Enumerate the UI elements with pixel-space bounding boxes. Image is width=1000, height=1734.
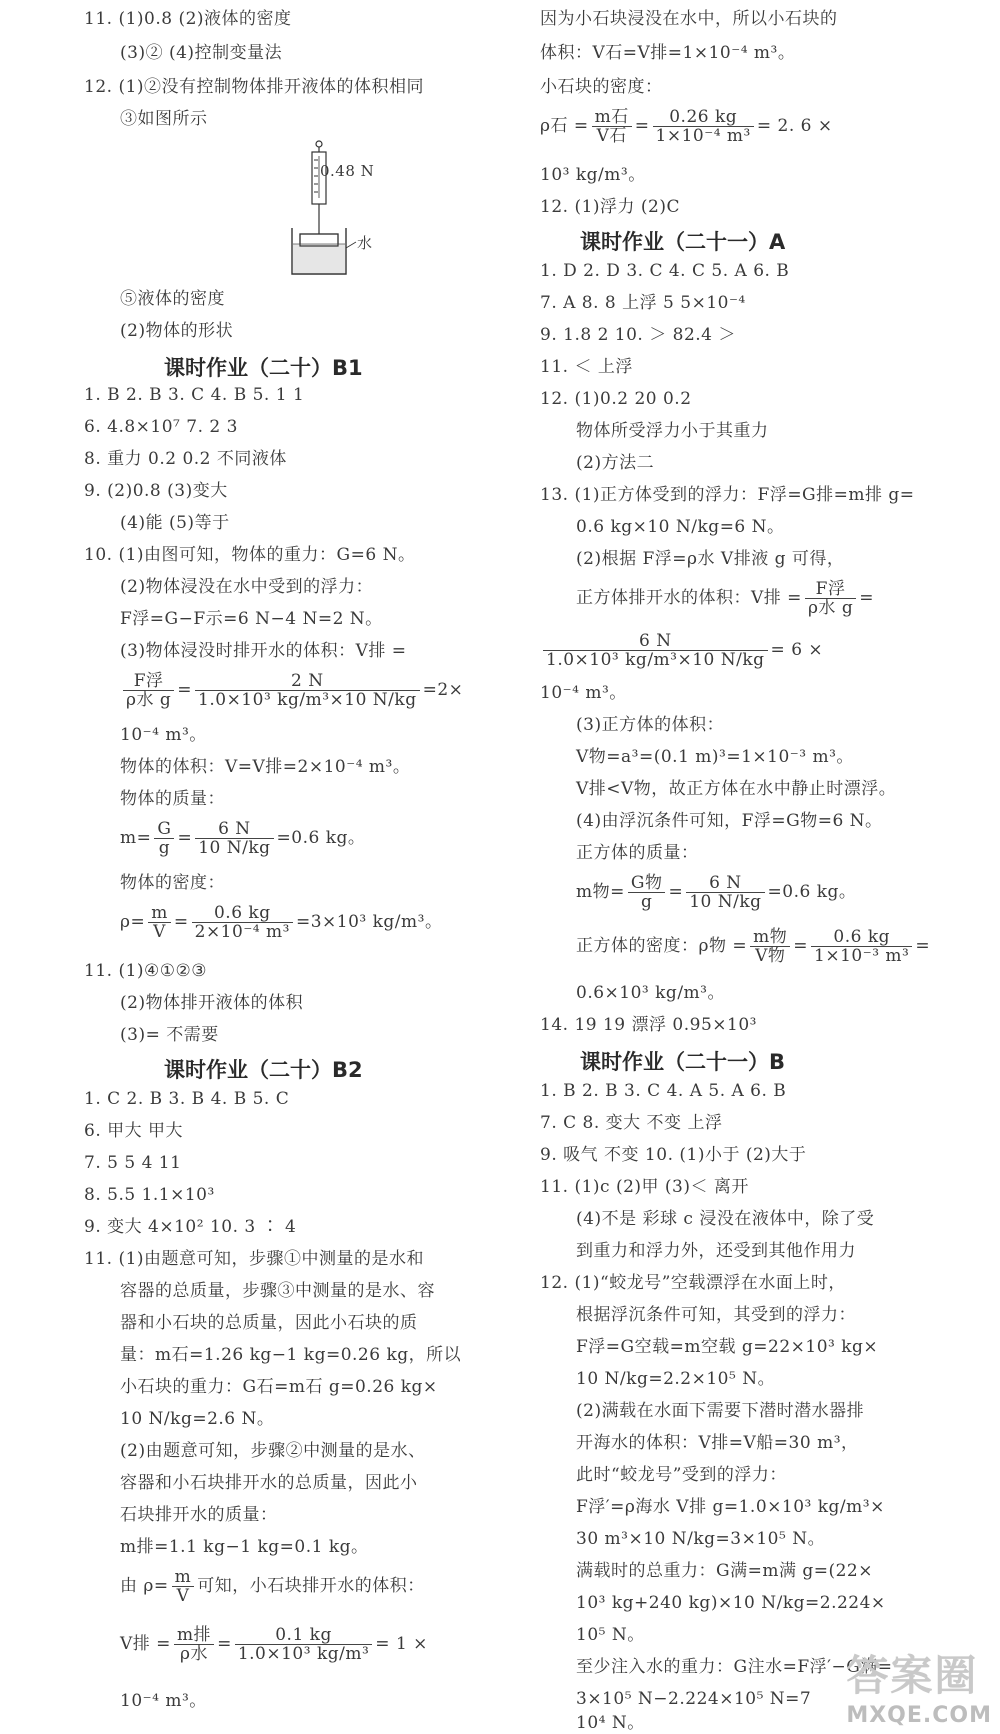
answer-line: 1. C 2. B 3. B 4. B 5. C (84, 1089, 290, 1109)
answer-line: (3)② (4)控制变量法 (120, 43, 283, 63)
formula-line: 由 ρ= $\frac{m}{V}$ 可知，小石块排开水的体积： (120, 1567, 425, 1606)
answer-line: 量：m石=1.26 kg−1 kg=0.26 kg，所以 (120, 1345, 462, 1365)
answer-line: (2)满载在水面下需要下潜时潜水器排 (576, 1401, 865, 1421)
answer-line: F浮=G−F示=6 N−4 N=2 N。 (120, 609, 383, 629)
fraction: $\frac{6 N}{10 N/kg}$ (195, 820, 273, 857)
answer-line: 13. (1)正方体受到的浮力：F浮=G排=m排 g= (540, 485, 915, 505)
fraction: $\frac{\text{m排}}{\text{ρ水}}$ (174, 1626, 214, 1663)
answer-line: 根据浮沉条件可知，其受到的浮力： (576, 1305, 856, 1325)
formula-line: m= $\frac{G}{g}$ = $\frac{6 N}{10 N/kg}$ =0.6 kg。 (120, 819, 366, 858)
answer-line: 11. (1)④①②③ (84, 961, 207, 981)
answer-line: 物体的质量： (120, 789, 225, 809)
answer-line: 12. (1)“蛟龙号”空载漂浮在水面上时， (540, 1273, 846, 1293)
answer-line: 6. 甲大 甲大 (84, 1121, 184, 1141)
answer-line: 到重力和浮力外，还受到其他作用力 (576, 1241, 856, 1261)
answer-line: 6. 4.8×10⁷ 7. 2 3 (84, 417, 238, 437)
answer-line: 小石块的重力：G石=m石 g=0.26 kg× (120, 1377, 438, 1397)
answer-line: 7. C 8. 变大 不变 上浮 (540, 1113, 723, 1133)
force-label: 0.48 N (320, 162, 375, 180)
answer-line: 10⁴ N。 (576, 1713, 645, 1733)
fraction: $\frac{\text{F浮}}{\text{ρ水 g}}$ (805, 580, 856, 617)
answer-line: V排<V物，故正方体在水中静止时漂浮。 (576, 779, 897, 799)
formula-line: m物= $\frac{\text{G物}}{g}$ = $\frac{6 N}{10 N/kg}$ =0.6 kg。 (576, 873, 857, 912)
answer-line: 容器的总质量，步骤③中测量的是水、容 (120, 1281, 435, 1301)
answer-line: 9. 1.8 2 10. ＞ 82.4 ＞ (540, 325, 736, 345)
answer-line: 小石块的密度： (540, 77, 663, 97)
answer-line: 10³ kg/m³。 (540, 165, 646, 185)
answer-line: 30 m³×10 N/kg=3×10⁵ N。 (576, 1529, 826, 1549)
formula-line: 正方体排开水的体积：V排 = $\frac{\text{F浮}}{\text{ρ水 g}}$ = (576, 579, 874, 618)
answer-line: 3×10⁵ N−2.224×10⁵ N=7 (576, 1689, 812, 1709)
fraction: $\frac{0.26 kg}{\text{1×10⁻⁴ m³}}$ (653, 108, 754, 145)
section-heading: 课时作业（二十一）B (580, 1050, 786, 1074)
answer-line: 8. 5.5 1.1×10³ (84, 1185, 215, 1205)
answer-line: 14. 19 19 漂浮 0.95×10³ (540, 1015, 757, 1035)
fraction: $\frac{0.6 kg}{\text{1×10⁻³ m³}}$ (811, 928, 912, 965)
fraction: $\frac{G}{g}$ (154, 820, 174, 857)
answer-line: m排=1.1 kg−1 kg=0.1 kg。 (120, 1537, 369, 1557)
answer-line: 因为小石块浸没在水中，所以小石块的 (540, 9, 838, 29)
fraction: $\frac{\text{m石}}{\text{V石}}$ (592, 108, 632, 145)
spring-scale-diagram (234, 138, 404, 308)
fraction: $\frac{2 N}{\text{1.0×10³ kg/m³×10 N/kg}}$ (195, 672, 420, 709)
answer-line: 9. (2)0.8 (3)变大 (84, 481, 228, 501)
answer-line: 12. (1)浮力 (2)C (540, 197, 681, 217)
answer-line: 满载时的总重力：G满=m满 g=(22× (576, 1561, 873, 1581)
answer-line: 1. B 2. B 3. C 4. B 5. 1 1 (84, 385, 305, 405)
answer-line: (4)不是 彩球 c 浸没在液体中，除了受 (576, 1209, 875, 1229)
answer-line: 器和小石块的总质量，因此小石块的质 (120, 1313, 418, 1333)
answer-line: ⑤液体的密度 (120, 289, 225, 309)
formula-line: ρ石 = $\frac{\text{m石}}{\text{V石}}$ = $\frac{0.26 kg}{\text{1×10⁻⁴ m³}}$ = 2. 6 × (540, 107, 833, 146)
answer-line: 1. B 2. B 3. C 4. A 5. A 6. B (540, 1081, 787, 1101)
answer-line: 10⁻⁴ m³。 (120, 725, 207, 745)
answer-line: 7. A 8. 8 上浮 5 5×10⁻⁴ (540, 293, 746, 313)
fraction: $\frac{m}{V}$ (172, 1568, 195, 1605)
answer-line: 11. ＜ 上浮 (540, 357, 633, 377)
answer-line: F浮=G空载=m空载 g=22×10³ kg× (576, 1337, 879, 1357)
fraction: $\frac{0.6 kg}{\text{2×10⁻⁴ m³}}$ (192, 904, 293, 941)
answer-line: (2)由题意可知，步骤②中测量的是水、 (120, 1441, 426, 1461)
section-heading: 课时作业（二十）B2 (164, 1058, 363, 1082)
formula-line: V排 = $\frac{\text{m排}}{\text{ρ水}}$ = $\frac{0.1 kg}{\text{1.0×10³ kg/m³}}$ = 1 × (120, 1625, 428, 1664)
answer-line: 至少注入水的重力：G注水=F浮′−G满= (576, 1657, 893, 1677)
answer-line: 正方体的质量： (576, 843, 699, 863)
answer-line: (2)物体的形状 (120, 321, 234, 341)
section-heading: 课时作业（二十一）A (580, 230, 786, 254)
answer-line: 10⁵ N。 (576, 1625, 645, 1645)
section-heading: 课时作业（二十）B1 (164, 356, 363, 380)
watermark (846, 1643, 992, 1728)
fraction: $\frac{6 N}{\text{1.0×10³ kg/m³×10 N/kg}}$ (543, 632, 768, 669)
answer-line: 1. D 2. D 3. C 4. C 5. A 6. B (540, 261, 790, 281)
answer-line: (2)方法二 (576, 453, 655, 473)
answer-line: 开海水的体积：V排=V船=30 m³， (576, 1433, 859, 1453)
fraction: $\frac{0.1 kg}{\text{1.0×10³ kg/m³}}$ (235, 1626, 372, 1663)
answer-line: 物体的密度： (120, 873, 225, 893)
answer-line: 10³ kg+240 kg)×10 N/kg=2.224× (576, 1593, 886, 1613)
answer-line: 10⁻⁴ m³。 (540, 683, 627, 703)
answer-line: 11. (1)由题意可知，步骤①中测量的是水和 (84, 1249, 425, 1269)
fraction: $\frac{6 N}{10 N/kg}$ (686, 874, 764, 911)
answer-line: 10 N/kg=2.2×10⁵ N。 (576, 1369, 776, 1389)
answer-line: 0.6 kg×10 N/kg=6 N。 (576, 517, 785, 537)
answer-line: 12. (1)②没有控制物体排开液体的体积相同 (84, 77, 425, 97)
answer-line: 10. (1)由图可知，物体的重力：G=6 N。 (84, 545, 416, 565)
formula-line: 正方体的密度：ρ物 = $\frac{\text{m物}}{\text{V物}}$ = $\frac{0.6 kg}{\text{1×10⁻³ m³}}$ = (576, 927, 931, 966)
watermark-url: MXQE.COM (846, 1703, 992, 1728)
answer-line: 物体所受浮力小于其重力 (576, 421, 769, 441)
watermark-logo: 答案圈 (846, 1651, 979, 1700)
answer-line: (3)= 不需要 (120, 1025, 219, 1045)
answer-line: 7. 5 5 4 11 (84, 1153, 182, 1173)
answer-line: 9. 变大 4×10² 10. 3 ∶ 4 (84, 1217, 297, 1237)
answer-line: 体积：V石=V排=1×10⁻⁴ m³。 (540, 43, 796, 63)
answer-line: 此时“蛟龙号”受到的浮力： (576, 1465, 787, 1485)
answer-line: V物=a³=(0.1 m)³=1×10⁻³ m³。 (576, 747, 854, 767)
answer-line: 10⁻⁴ m³。 (120, 1691, 207, 1711)
answer-line: (2)物体排开液体的体积 (120, 993, 304, 1013)
answer-line: 0.6×10³ kg/m³。 (576, 983, 725, 1003)
answer-line: F浮′=ρ海水 V排 g=1.0×10³ kg/m³× (576, 1497, 885, 1517)
answer-line: (2)物体浸没在水中受到的浮力： (120, 577, 374, 597)
answer-line: 9. 吸气 不变 10. (1)小于 (2)大于 (540, 1145, 807, 1165)
answer-line: 12. (1)0.2 20 0.2 (540, 389, 692, 409)
answer-line: (2)根据 F浮=ρ水 V排液 g 可得， (576, 549, 845, 569)
answer-line: (3)正方体的体积： (576, 715, 725, 735)
fraction: $\frac{m}{V}$ (148, 904, 171, 941)
answer-line: 物体的体积：V=V排=2×10⁻⁴ m³。 (120, 757, 411, 777)
answer-line: (3)物体浸没时排开水的体积：V排 = (120, 641, 407, 661)
fraction: $\frac{\text{G物}}{g}$ (628, 874, 666, 911)
formula-line: $\frac{6 N}{\text{1.0×10³ kg/m³×10 N/kg}}$ = 6 × (540, 632, 823, 669)
formula-line: $\frac{\text{F浮}}{\text{ρ水 g}}$ = $\frac{2 N}{\text{1.0×10³ kg/m³×10 N/kg}}$ =2× (120, 672, 463, 709)
water-label: 水 (357, 234, 373, 252)
answer-line: 8. 重力 0.2 0.2 不同液体 (84, 449, 287, 469)
answer-line: ③如图所示 (120, 109, 208, 129)
answer-line: (4)由浮沉条件可知，F浮=G物=6 N。 (576, 811, 883, 831)
fraction: $\frac{\text{m物}}{\text{V物}}$ (750, 928, 790, 965)
answer-line: 11. (1)c (2)甲 (3)＜ 离开 (540, 1177, 749, 1197)
answer-line: 10 N/kg=2.6 N。 (120, 1409, 275, 1429)
answer-line: 石块排开水的质量： (120, 1505, 278, 1525)
answer-line: 容器和小石块排开水的总质量，因此小 (120, 1473, 418, 1493)
answer-line: (4)能 (5)等于 (120, 513, 230, 533)
fraction: $\frac{\text{F浮}}{\text{ρ水 g}}$ (123, 672, 174, 709)
answer-line: 11. (1)0.8 (2)液体的密度 (84, 9, 292, 29)
formula-line: ρ= $\frac{m}{V}$ = $\frac{0.6 kg}{\text{2×10⁻⁴ m³}}$ =3×10³ kg/m³。 (120, 903, 443, 942)
